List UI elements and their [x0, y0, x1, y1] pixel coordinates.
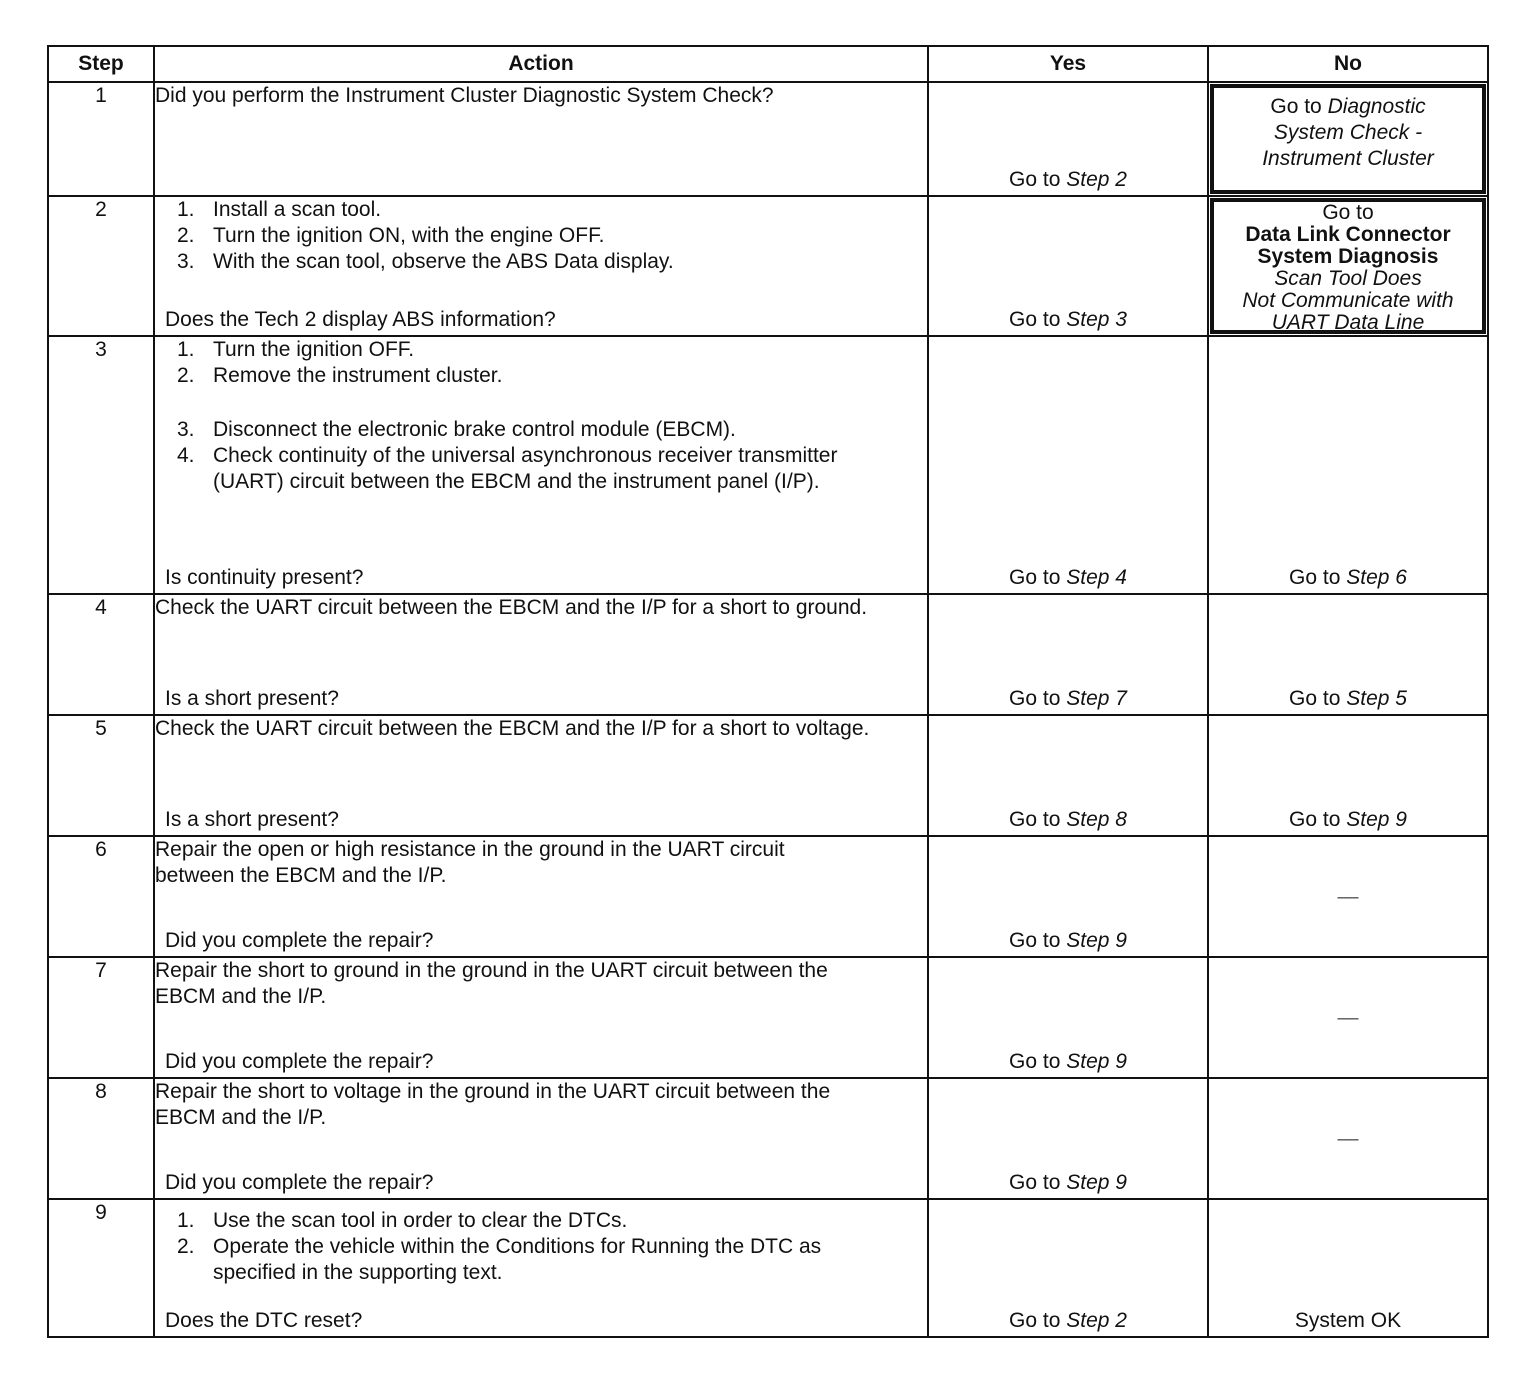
no-system-ok: System OK [1294, 1309, 1402, 1332]
action-question: Did you complete the repair? [165, 929, 434, 952]
yes-cell [928, 336, 1208, 594]
list-item: 1. Use the scan tool in order to clear the DTCs. [177, 1209, 628, 1232]
yes-goto[interactable]: Go to Step 3 [1009, 308, 1127, 331]
header-yes: Yes [928, 46, 1208, 82]
no-goto-box[interactable]: Go to Data Link Connector System Diagnosis Scan Tool Does Not Communicate with UART Data Line [1210, 198, 1486, 334]
action-text: Repair the open or high resistance in the ground in the UART circuit between the EBCM and the I/P. [155, 838, 785, 887]
action-question: Does the DTC reset? [165, 1309, 363, 1332]
step-number: 6 [48, 836, 154, 957]
no-cell [1208, 594, 1488, 715]
no-cell [1208, 82, 1488, 196]
action-cell [154, 836, 928, 957]
no-goto[interactable]: Go to Step 9 [1289, 808, 1407, 831]
no-cell [1208, 836, 1488, 957]
list-item: 2. Operate the vehicle within the Conditions for Running the DTC as specified in the supporting text. [177, 1235, 822, 1284]
yes-goto[interactable]: Go to Step 9 [1009, 1050, 1127, 1073]
no-dash: — [1337, 884, 1359, 908]
action-steps [155, 337, 927, 495]
no-cell [1208, 957, 1488, 1078]
step-number: 3 [48, 336, 154, 594]
no-cell [1208, 1078, 1488, 1199]
action-text: Repair the short to voltage in the ground in the UART circuit between the EBCM and the I/P. [155, 1080, 831, 1129]
list-item: 3. Disconnect the electronic brake control module (EBCM). [177, 418, 736, 441]
no-dash: — [1337, 1126, 1359, 1150]
action-question: Is a short present? [165, 687, 339, 710]
yes-cell [928, 1078, 1208, 1199]
table-row [48, 1078, 1488, 1199]
yes-cell [928, 957, 1208, 1078]
no-cell [1208, 715, 1488, 836]
no-goto[interactable]: Go to Step 6 [1289, 566, 1407, 589]
step-number: 2 [48, 196, 154, 336]
yes-cell [928, 594, 1208, 715]
action-steps [155, 1208, 927, 1286]
table-row [48, 594, 1488, 715]
list-item: 2. Turn the ignition ON, with the engine OFF. [177, 224, 605, 247]
yes-cell [928, 715, 1208, 836]
table-row [48, 957, 1488, 1078]
action-cell [154, 336, 928, 594]
no-goto[interactable]: Go to Step 5 [1289, 687, 1407, 710]
no-cell [1208, 336, 1488, 594]
yes-goto[interactable]: Go to Step 2 [1009, 1309, 1127, 1332]
action-cell [154, 957, 928, 1078]
yes-goto[interactable]: Go to Step 8 [1009, 808, 1127, 831]
table-row [48, 836, 1488, 957]
table-row [48, 715, 1488, 836]
action-cell [154, 1199, 928, 1337]
list-item: 1. Install a scan tool. [177, 198, 382, 221]
table-row [48, 82, 1488, 196]
no-goto-box[interactable]: Go to Diagnostic System Check - Instrument Cluster [1210, 84, 1486, 194]
yes-goto[interactable]: Go to Step 7 [1009, 687, 1127, 710]
step-number: 1 [48, 82, 154, 196]
header-action: Action [154, 46, 928, 82]
table-row [48, 1199, 1488, 1337]
action-text: Check the UART circuit between the EBCM and the I/P for a short to ground. [155, 596, 868, 619]
list-item: 3. With the scan tool, observe the ABS Data display. [177, 250, 674, 273]
diagnostic-table [47, 45, 1489, 1338]
action-text: Check the UART circuit between the EBCM and the I/P for a short to voltage. [155, 717, 870, 740]
header-step: Step [48, 46, 154, 82]
list-item: 2. Remove the instrument cluster. [177, 364, 503, 387]
list-item: 4. Check continuity of the universal asynchronous receiver transmitter (UART) circuit between the EBCM and the instrument panel (I/P). [177, 444, 838, 493]
action-cell [154, 715, 928, 836]
no-cell [1208, 196, 1488, 336]
yes-goto[interactable]: Go to Step 4 [1009, 566, 1127, 589]
action-cell [154, 196, 928, 336]
table-row [48, 336, 1488, 594]
action-cell [154, 1078, 928, 1199]
yes-goto[interactable]: Go to Step 9 [1009, 1171, 1127, 1194]
action-cell [154, 82, 928, 196]
header-no: No [1208, 46, 1488, 82]
step-number: 5 [48, 715, 154, 836]
no-dash: — [1337, 1005, 1359, 1029]
action-text: Repair the short to ground in the ground in the UART circuit between the EBCM and the I/P. [155, 959, 828, 1008]
action-question: Is a short present? [165, 808, 339, 831]
yes-cell [928, 836, 1208, 957]
yes-cell [928, 196, 1208, 336]
list-item: 1. Turn the ignition OFF. [177, 338, 415, 361]
step-number: 9 [48, 1199, 154, 1337]
yes-goto[interactable]: Go to Step 2 [1009, 168, 1127, 191]
no-cell [1208, 1199, 1488, 1337]
table-row [48, 196, 1488, 336]
action-question: Did you complete the repair? [165, 1171, 434, 1194]
yes-goto[interactable]: Go to Step 9 [1009, 929, 1127, 952]
step-number: 8 [48, 1078, 154, 1199]
action-cell [154, 594, 928, 715]
action-steps [155, 197, 927, 275]
action-question: Does the Tech 2 display ABS information? [165, 308, 556, 331]
action-question: Is continuity present? [165, 566, 364, 589]
step-number: 4 [48, 594, 154, 715]
action-text: Did you perform the Instrument Cluster Diagnostic System Check? [155, 84, 774, 107]
action-question: Did you complete the repair? [165, 1050, 434, 1073]
step-number: 7 [48, 957, 154, 1078]
yes-cell [928, 1199, 1208, 1337]
yes-cell [928, 82, 1208, 196]
header-row [48, 46, 1488, 82]
